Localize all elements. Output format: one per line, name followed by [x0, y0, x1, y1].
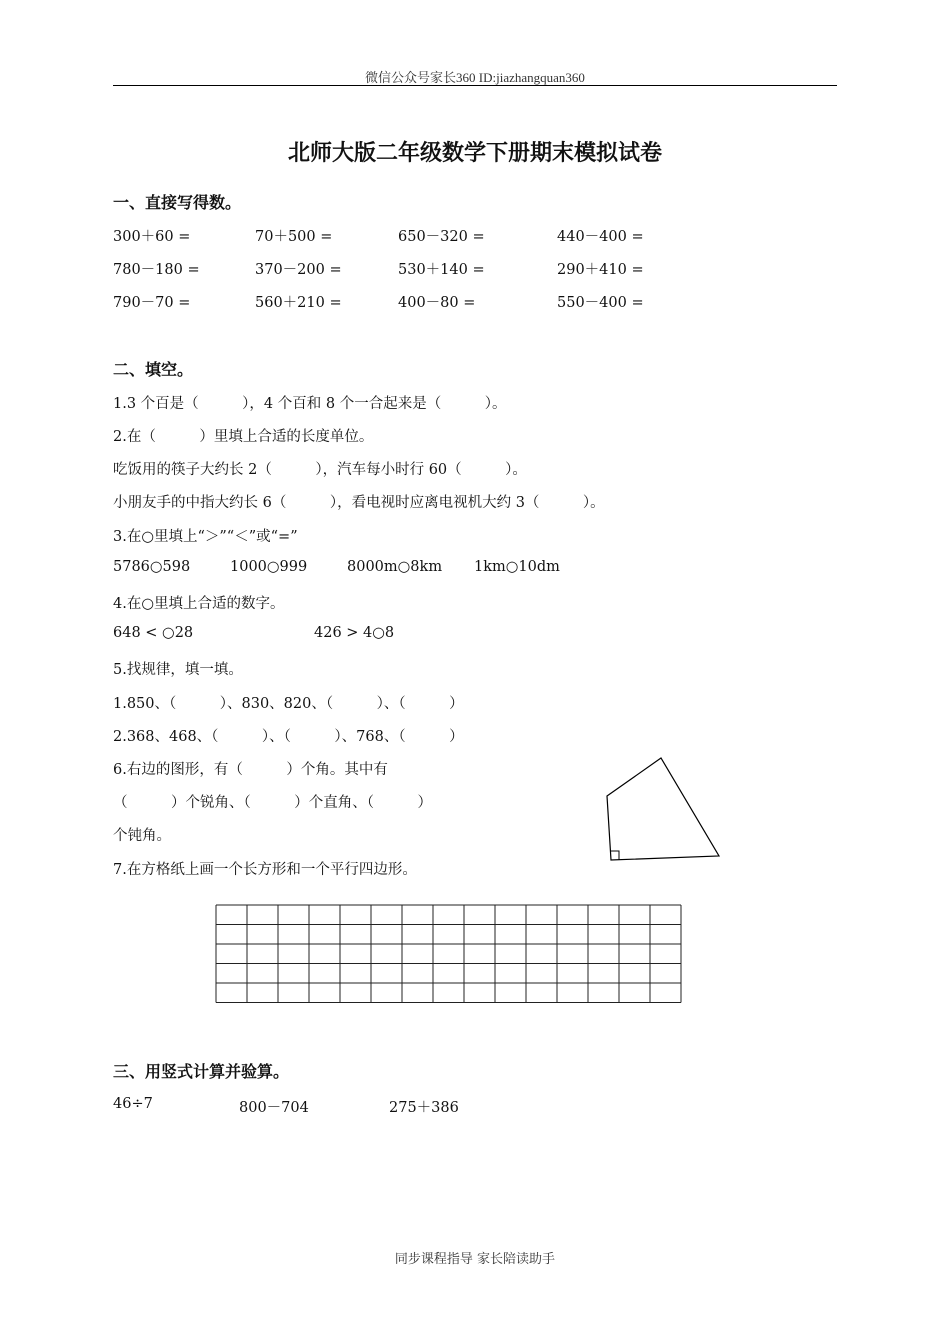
- question-1: 1.3 个百是（ ），4 个百和 8 个一合起来是（ ）。: [113, 396, 507, 412]
- question-3: 3.在○里填上“＞”“＜”或“=”: [113, 529, 298, 545]
- calc-item: 70＋500 =: [255, 229, 333, 245]
- calc-item: 790－70 =: [113, 295, 191, 311]
- section2-heading: 二、填空。: [113, 360, 194, 379]
- calc-item: 550－400 =: [557, 295, 644, 311]
- section3-heading: 三、用竖式计算并验算。: [113, 1062, 290, 1081]
- digit-item: 648 < ○28: [113, 625, 194, 641]
- quadrilateral-figure: [596, 750, 726, 865]
- page-title: 北师大版二年级数学下册期末模拟试卷: [287, 141, 662, 166]
- compare-item: 1000○999: [230, 559, 308, 575]
- calc-item: 290＋410 =: [557, 262, 644, 278]
- vertical-calc-item: 275＋386: [389, 1100, 459, 1116]
- calc-item: 300＋60 =: [113, 229, 191, 245]
- square-grid-paper: [215, 903, 685, 1005]
- header-rule: [113, 85, 837, 86]
- section1-heading: 一、直接写得数。: [113, 193, 242, 212]
- compare-item: 5786○598: [113, 559, 191, 575]
- question-2b: 小朋友手的中指大约长 6（ ），看电视时应离电视机大约 3（ ）。: [113, 495, 605, 511]
- page-footer: 同步课程指导 家长陪读助手: [394, 1252, 556, 1267]
- question-6b: （ ）个锐角、（ ）个直角、（ ）: [113, 795, 432, 811]
- compare-item: 8000m○8km: [347, 559, 443, 575]
- question-4: 4.在○里填上合适的数字。: [113, 596, 285, 612]
- calc-item: 530＋140 =: [398, 262, 485, 278]
- question-5b: 2.368、468、（ ）、（ ）、768、（ ）: [113, 729, 464, 745]
- calc-item: 440－400 =: [557, 229, 644, 245]
- question-7: 7.在方格纸上画一个长方形和一个平行四边形。: [113, 862, 417, 878]
- digit-item: 426 > 4○8: [314, 625, 395, 641]
- question-6a: 6.右边的图形，有（ ）个角。其中有: [113, 762, 388, 778]
- compare-item: 1km○10dm: [474, 559, 560, 575]
- page-header: 微信公众号家长360 ID:jiazhangquan360: [365, 70, 585, 85]
- question-2a: 吃饭用的筷子大约长 2（ ），汽车每小时行 60（ ）。: [113, 462, 527, 478]
- vertical-calc-item: 800－704: [239, 1100, 309, 1116]
- question-5: 5.找规律，填一填。: [113, 662, 243, 678]
- calc-item: 370－200 =: [255, 262, 342, 278]
- question-2: 2.在（ ）里填上合适的长度单位。: [113, 429, 374, 445]
- calc-item: 400－80 =: [398, 295, 476, 311]
- calc-item: 780－180 =: [113, 262, 200, 278]
- question-6c: 个钝角。: [113, 828, 171, 844]
- calc-item: 560＋210 =: [255, 295, 342, 311]
- vertical-calc-item: 46÷7: [113, 1096, 153, 1112]
- calc-item: 650－320 =: [398, 229, 485, 245]
- question-5a: 1.850、（ ）、830、820、（ ）、（ ）: [113, 696, 464, 712]
